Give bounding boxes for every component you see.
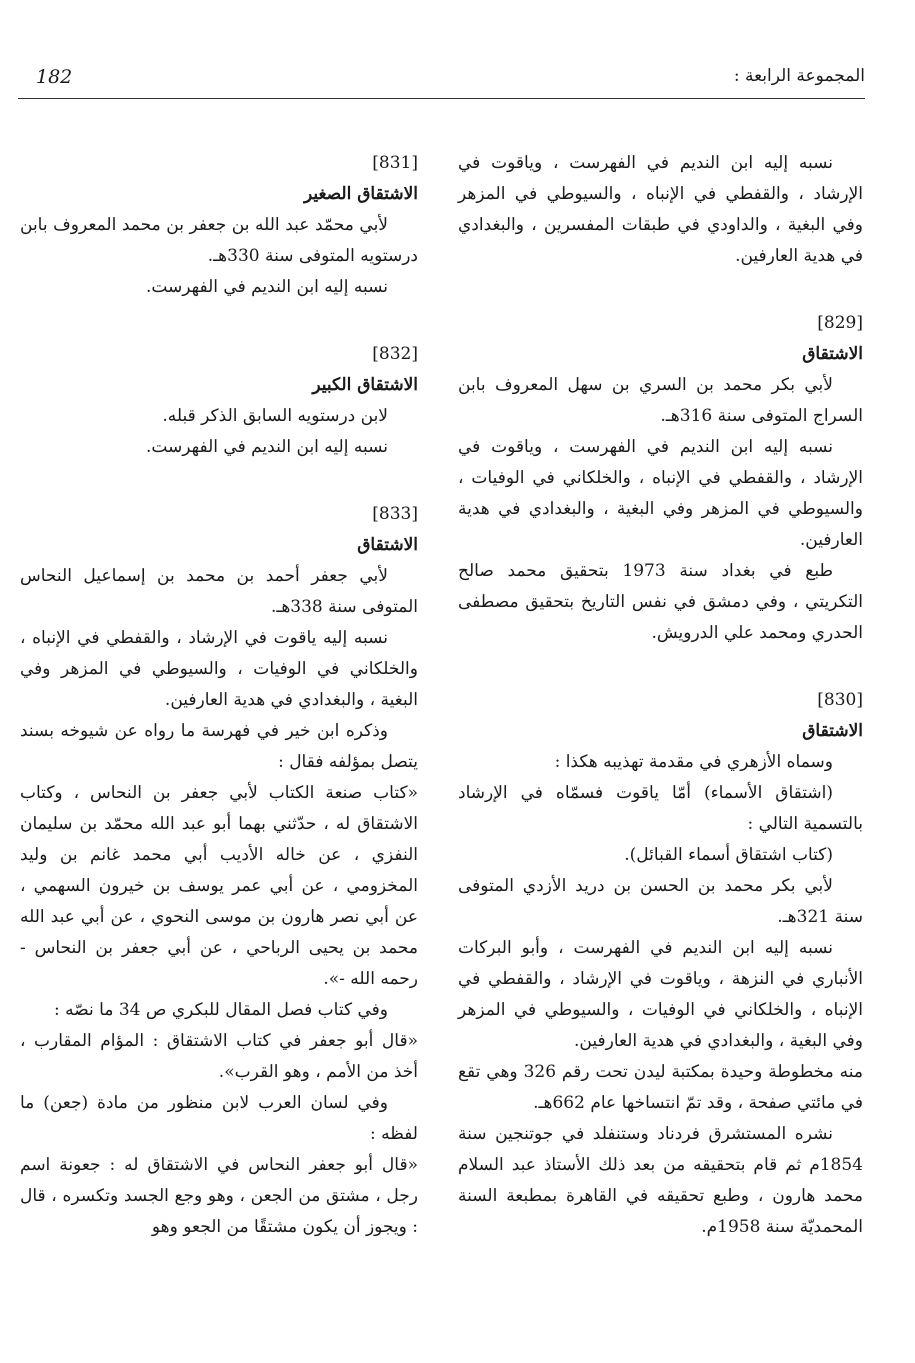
entry-paragraph: لأبي محمّد عبد الله بن جعفر بن محمد المعروف بابن درستويه المتوفى سنة 330هـ.: [20, 215, 418, 266]
entry-830: [458, 685, 863, 1243]
quotation-paragraph: «كتاب صنعة الكتاب لأبي جعفر بن النحاس ، وكتاب الاشتقاق له ، حدّثني بهما أبو عبد الله محمّد بن سليمان النفزي ، عن خاله الأديب أبي محمد غانم بن وليد المخزومي ، عن أبي عمر يوسف بن خيرون السهمي ، عن أبي نصر هارون بن موسى النحوي ، عن أبي عبد الله محمد بن يحيى الرباحي ، عن أبي جعفر بن النحاس - رحمه الله -».: [20, 783, 418, 989]
entry-paragraph: نسبه إليه ياقوت في الإرشاد ، والقفطي في الإنباه ، والخلكاني في الوفيات ، والسيوطي في المزهر وفي البغية ، والبغدادي في هدية العارفين.: [20, 628, 418, 710]
entry-paragraph: نسبه إليه ابن النديم في الفهرست ، وأبو البركات الأنباري في النزهة ، وياقوت في الإرشاد ، والقفطي في الإنباه ، والخلكاني في الوفيات ، والسيوطي في المزهر وفي البغية ، والبغدادي في هدية العارفين.: [458, 938, 863, 1051]
entry-paragraph: (كتاب اشتقاق أسماء القبائل).: [624, 845, 833, 865]
entry-paragraph: نسبه إليه ابن النديم في الفهرست ، وياقوت في الإرشاد ، والقفطي في الإنباه ، والخلكاني في الوفيات ، والسيوطي في المزهر وفي البغية ، والبغدادي في هدية العارفين.: [458, 437, 863, 550]
right-column: [458, 148, 863, 1243]
entry-title: الاشتقاق الكبير: [312, 375, 418, 395]
entry-829: [458, 308, 863, 649]
entry-paragraph: لابن درستويه السابق الذكر قبله.: [162, 406, 388, 426]
entry-paragraph: نسبه إليه ابن النديم في الفهرست.: [145, 277, 388, 297]
entry-number: [833]: [372, 504, 418, 524]
entry-paragraph: وفي كتاب فصل المقال للبكري ص 34 ما نصّه :: [54, 1000, 388, 1020]
entry-title: الاشتقاق: [357, 535, 418, 555]
entry-paragraph: منه مخطوطة وحيدة بمكتبة ليدن تحت رقم 326 وهي تقع في مائتي صفحة ، وقد تمّ انتساخها عام 662هـ.: [458, 1062, 863, 1113]
entry-832: [20, 339, 418, 463]
entry-paragraph: لأبي بكر محمد بن الحسن بن دريد الأزدي المتوفى سنة 321هـ.: [458, 876, 863, 927]
page-number: 182: [36, 66, 73, 88]
left-column: [20, 148, 418, 1243]
entry-paragraph: وذكره ابن خير في فهرسة ما رواه عن شيوخه بسند يتصل بمؤلفه فقال :: [20, 721, 418, 772]
entry-paragraph: (اشتقاق الأسماء) أمّا ياقوت فسمّاه في الإرشاد بالتسمية التالي :: [458, 783, 863, 834]
quotation-paragraph: «قال أبو جعفر في كتاب الاشتقاق : المؤام المقارب ، أخذ من الأمم ، وهو القرب».: [20, 1031, 418, 1082]
continuation-paragraph: نسبه إليه ابن النديم في الفهرست ، وياقوت في الإرشاد ، والقفطي في الإنباه ، والسيوطي في المزهر وفي البغية ، والداودي في طبقات المفسرين ، والبغدادي في هدية العارفين.: [458, 153, 863, 266]
entry-paragraph: طبع في بغداد سنة 1973 بتحقيق محمد صالح التكريتي ، وفي دمشق في نفس التاريخ بتحقيق مصطفى الحدري ومحمد علي الدرويش.: [458, 561, 863, 643]
entry-number: [831]: [372, 153, 418, 173]
entry-number: [829]: [817, 313, 863, 333]
entry-title: الاشتقاق: [802, 344, 863, 364]
entry-paragraph: نسبه إليه ابن النديم في الفهرست.: [145, 437, 388, 457]
entry-number: [832]: [372, 344, 418, 364]
running-title: المجموعة الرابعة :: [733, 66, 865, 86]
entry-paragraph: وسماه الأزهري في مقدمة تهذيبه هكذا :: [554, 752, 833, 772]
entry-paragraph: وفي لسان العرب لابن منظور من مادة (جعن) ما لفظه :: [20, 1093, 418, 1144]
page-header: [18, 66, 865, 99]
entry-number: [830]: [817, 690, 863, 710]
entry-title: الاشتقاق: [802, 721, 863, 741]
quotation-paragraph: «قال أبو جعفر النحاس في الاشتقاق له : جعونة اسم رجل ، مشتق من الجعن ، وهو وجع الجسد وتكسره ، قال : ويجوز أن يكون مشتقًا من الجعو وهو: [20, 1155, 418, 1237]
entry-paragraph: لأبي جعفر أحمد بن محمد بن إسماعيل النحاس المتوفى سنة 338هـ.: [20, 566, 418, 617]
entry-paragraph: نشره المستشرق فردناد وستنفلد في جوتنجين سنة 1854م ثم قام بتحقيقه من بعد ذلك الأستاذ عبد السلام محمد هارون ، وطبع تحقيقه في القاهرة بمطبعة السنة المحمديّة سنة 1958م.: [458, 1124, 863, 1237]
entry-paragraph: لأبي بكر محمد بن السري بن سهل المعروف بابن السراج المتوفى سنة 316هـ.: [458, 375, 863, 426]
entry-title: الاشتقاق الصغير: [303, 184, 418, 204]
entry-831: [20, 148, 418, 303]
entry-833: [20, 499, 418, 1243]
